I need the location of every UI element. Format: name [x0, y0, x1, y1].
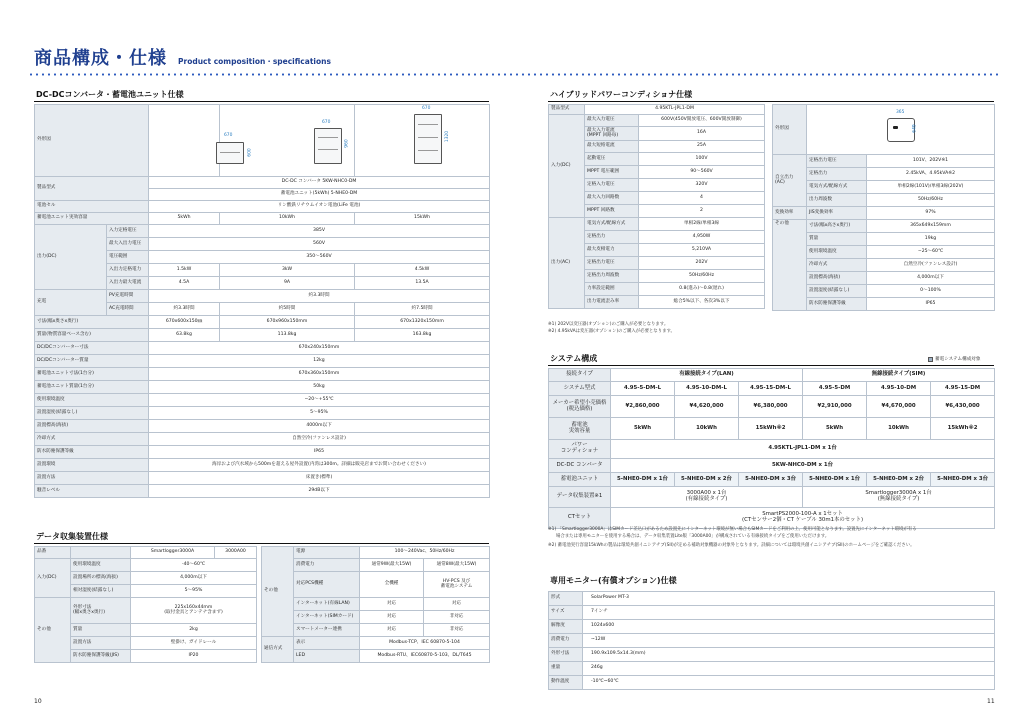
cell: 670x1320x150mm	[355, 316, 490, 329]
datalogger-spec-left	[34, 546, 257, 663]
row-label: CTセット	[549, 508, 611, 529]
cell: 約3.3時間	[149, 303, 220, 316]
row-label: 充電	[35, 290, 107, 316]
cell: 365x649x159mm	[867, 220, 995, 233]
cell: 50Hz/60Hz	[639, 270, 765, 283]
row-sublabel: 設置湿度(結露なし)	[807, 285, 867, 298]
row-sublabel: 最大入力電流 (MPPT 回路毎)	[585, 127, 639, 141]
cell: 非対応	[424, 624, 490, 637]
page-title: 商品構成・仕様	[34, 48, 167, 69]
cell: 5kWh	[149, 213, 220, 225]
section-heading-datalogger: データ収集装置仕様	[34, 531, 489, 544]
cell: 3kW	[220, 264, 355, 277]
cell: 自然空冷(ファンレス設計)	[867, 259, 995, 272]
cell: IP65	[867, 298, 995, 311]
row-label: 動作温度	[549, 676, 583, 690]
row-label: 蓄電池ユニット寸法(1台分)	[35, 368, 149, 381]
cell: 5kWh	[611, 418, 675, 440]
page-number-right: 11	[987, 698, 995, 705]
cell: 4.95-10-DM-L	[675, 382, 739, 396]
row-label: システム型式	[549, 382, 611, 396]
cell: ~12W	[583, 634, 995, 648]
row-sublabel: 電圧範囲	[107, 251, 149, 264]
row-label: 蓄電池ユニット	[549, 473, 611, 487]
section-heading-system: システム構成	[548, 353, 994, 366]
row-sublabel: 定格出力	[807, 168, 867, 181]
cell: 25A	[639, 141, 765, 153]
row-sublabel: 最大皮相電力	[585, 244, 639, 257]
cell: 13.5A	[355, 277, 490, 290]
cell: 90～560V	[639, 166, 765, 179]
cell: 単相2線/単相3線	[639, 218, 765, 231]
cell: 対応	[360, 611, 424, 624]
row-sublabel: AC充電時間	[107, 303, 149, 316]
row-sublabel: 冷却方式	[807, 259, 867, 272]
row-label: 接続タイプ	[549, 369, 611, 382]
cell: 5-NHE0-DM x 2台	[675, 473, 739, 487]
cell: 5kWh	[803, 418, 867, 440]
row-sublabel: 使用環境温度	[807, 246, 867, 259]
battery-drawing-15kwh	[414, 114, 442, 164]
cell: 3000A00	[215, 547, 257, 559]
battery-drawing-5kwh	[216, 142, 244, 164]
dim-height-2: 960	[344, 139, 350, 148]
row-sublabel: 電気方式/配線方式	[585, 218, 639, 231]
row-sublabel: 入力定格電圧	[107, 225, 149, 238]
legend	[928, 356, 980, 362]
battery-drawing-10kwh	[314, 128, 342, 164]
system-config-table	[548, 368, 995, 529]
system-note-1b: 場合または専用モニターを使用する場合は、データ収集装置Lite版「3000A00」が構成されている有線接続タイプをご使用いただけます。	[556, 534, 830, 539]
row-label: 外形図	[35, 105, 149, 177]
row-label: DC-DC コンバータ	[549, 459, 611, 473]
row-sublabel: 電気方式/配線方式	[807, 181, 867, 194]
row-label: 蓄電池ユニット質量(1台分)	[35, 381, 149, 394]
cell: 100V	[639, 153, 765, 166]
legend-swatch	[928, 357, 933, 362]
row-sublabel: 対応PCS機種	[294, 572, 360, 598]
row-sublabel: 設置場所の標高(海抜)	[71, 572, 131, 585]
cell: 5～95%	[131, 585, 257, 598]
cell: 202V	[639, 257, 765, 270]
row-label: 通信方式	[262, 637, 294, 663]
cell: 4,000m以下	[131, 572, 257, 585]
cell: 670x360x150mm	[149, 368, 490, 381]
row-sublabel: MPPT 電圧範囲	[585, 166, 639, 179]
row-label: 設置湿度(結露なし)	[35, 407, 149, 420]
cell: Modbus-RTU、IEC60870-5-103、DL/T645	[360, 650, 490, 663]
cell: 4	[639, 192, 765, 205]
cell: 5,210VA	[639, 244, 765, 257]
row-sublabel: 出力電流歪み率	[585, 296, 639, 309]
row-sublabel: 設置方法	[71, 637, 131, 650]
cell: 3000A00 x 1台 (有線接続タイプ)	[611, 487, 803, 508]
cell: DC-DC コンバータ 5KW-NHC0-DM	[149, 177, 490, 189]
legend-label: 蓄電システム構成対象	[935, 357, 981, 362]
cell: 10kWh	[675, 418, 739, 440]
cell: ¥6,380,000	[739, 396, 803, 418]
cell: 非対応	[424, 611, 490, 624]
row-sublabel: LED	[294, 650, 360, 663]
row-label: 形式	[549, 592, 583, 606]
cell: 16A	[639, 127, 765, 141]
row-label: 外形寸法	[549, 648, 583, 662]
cell: 壁掛け、ガイドレール	[131, 637, 257, 650]
row-sublabel: 防水防塵保護等級	[807, 298, 867, 311]
pcs-drawing	[887, 118, 915, 142]
cell: 4,950W	[639, 231, 765, 244]
row-sublabel: 定格出力電圧	[585, 257, 639, 270]
row-label: 入力(DC)	[35, 559, 71, 598]
cell: 19kg	[867, 233, 995, 246]
row-label: 品番	[35, 547, 71, 559]
row-label: 設置標高(海抜)	[35, 420, 149, 433]
cell: IP65	[149, 446, 490, 459]
cell: -10℃~60℃	[583, 676, 995, 690]
row-label: 質量(物質容量ベース含む)	[35, 329, 149, 342]
row-label: 入力(DC)	[549, 115, 585, 218]
row-sublabel: PV充電時間	[107, 290, 149, 303]
row-sublabel: 防水防塵保護等級(JIS)	[71, 650, 131, 663]
cell: 5-NHE0-DM x 1台	[611, 473, 675, 487]
cell: ¥4,670,000	[867, 396, 931, 418]
cell: 4000m以下	[149, 420, 490, 433]
row-sublabel: 設置標高(海抜)	[807, 272, 867, 285]
cell: 50kg	[149, 381, 490, 394]
cell: 97%	[867, 207, 995, 220]
cell: 総合5%以下、各次3%以下	[639, 296, 765, 309]
row-sublabel: 最大入出力電圧	[107, 238, 149, 251]
cell: 4.95-15-DM	[931, 382, 995, 396]
cell: 4.5kW	[355, 264, 490, 277]
dim-height-1: 600	[247, 148, 253, 157]
row-label: その他	[773, 220, 807, 311]
cell: 15kWh※2	[739, 418, 803, 440]
cell: ¥2,860,000	[611, 396, 675, 418]
cell: 63.8kg	[149, 329, 220, 342]
cell: 15kWh※2	[931, 418, 995, 440]
row-label: 消費電力	[549, 634, 583, 648]
dim-width-1: 670	[224, 133, 233, 138]
row-label: 出力(DC)	[35, 225, 107, 290]
cell: 5-NHE0-DM x 3台	[931, 473, 995, 487]
row-label: 出力(AC)	[549, 218, 585, 309]
row-sublabel: 最大入力電圧	[585, 115, 639, 127]
page-number-left: 10	[34, 698, 42, 705]
cell: Modbus-TCP、IEC 60870-5-104	[360, 637, 490, 650]
cell: 246g	[583, 662, 995, 676]
row-label: DC/DCコンバーター質量	[35, 355, 149, 368]
cell: 670x240x150mm	[149, 342, 490, 355]
cell: 自然空冷(ファンレス設計)	[149, 433, 490, 446]
cell: 単相2線(101V)/単相3線(202V)	[867, 181, 995, 194]
row-label: 蓄電池 実効容量	[549, 418, 611, 440]
row-label: 電池セル	[35, 201, 149, 213]
cell: 320V	[639, 179, 765, 192]
row-label: サイズ	[549, 606, 583, 620]
cell: ¥4,620,000	[675, 396, 739, 418]
dotted-divider	[28, 73, 1000, 76]
cell: SolarPower MT-3	[583, 592, 995, 606]
cell: 1024x600	[583, 620, 995, 634]
cell: 対応	[424, 598, 490, 611]
cell: 15kWh	[355, 213, 490, 225]
cell: 0.8(進み)～0.8(遅れ)	[639, 283, 765, 296]
row-label: 重量	[549, 662, 583, 676]
row-label: 変換効率	[773, 207, 807, 220]
cell: Smartlogger3000A	[131, 547, 215, 559]
cell: 通常8W(最大15W)	[424, 559, 490, 572]
row-sublabel: 力率設定範囲	[585, 283, 639, 296]
cell: 29dB以下	[149, 485, 490, 498]
row-label: 自立出力 (AC)	[773, 155, 807, 207]
row-sublabel: 起動電圧	[585, 153, 639, 166]
dim-width-2: 670	[322, 120, 331, 125]
system-note-2: ※2) 蓄電池実行容量15kWhの製品は環境共創イニシアチブ(SII)が定める補助対象機器の対象外となります。詳細については環境共創イニシアチブ(SII)のホームページをご確認ください。	[548, 543, 915, 548]
cell: 9A	[220, 277, 355, 290]
row-sublabel: 入出力最大電流	[107, 277, 149, 290]
row-label: 冷却方式	[35, 433, 149, 446]
row-label: データ収集装置※1	[549, 487, 611, 508]
cell: 100～240Vac、50Hz/60Hz	[360, 547, 490, 559]
row-label: メーカー希望小売価格 (税込価格)	[549, 396, 611, 418]
monitor-spec-table	[548, 591, 995, 690]
cell: 4.5A	[149, 277, 220, 290]
cell: 101V、202V※1	[867, 155, 995, 168]
system-note-1: ※1) 「Smartlogger3000A」はSIMカード差込口があるため設置先にインターネット環境が無い場合もSIMカードをご利用の上、使用可能となります。設置先にインターネット環境が有る	[548, 527, 917, 532]
row-sublabel: 定格出力周波数	[585, 270, 639, 283]
row-sublabel: 最大短絡電流	[585, 141, 639, 153]
cell: 5-NHE0-DM x 2台	[867, 473, 931, 487]
cell: 約5時間	[220, 303, 355, 316]
dim-height-3: 1320	[445, 130, 451, 143]
row-sublabel: 定格出力	[585, 231, 639, 244]
cell: HV-PCS 及び 蓄電池システム	[424, 572, 490, 598]
row-label: 製品型式	[35, 177, 149, 201]
cell: 7インチ	[583, 606, 995, 620]
cell: −25～60℃	[867, 246, 995, 259]
row-sublabel: 定格出力電圧	[807, 155, 867, 168]
row-label: 寸法(幅x奥さx奥行)	[35, 316, 149, 329]
cell: 50Hz/60Hz	[867, 194, 995, 207]
cell: 12kg	[149, 355, 490, 368]
cell: 5-NHE0-DM x 1台	[803, 473, 867, 487]
cell: 0～100%	[867, 285, 995, 298]
row-label: 製品型式	[549, 105, 585, 115]
cell: 5KW-NHC0-DM x 1台	[611, 459, 995, 473]
cell: 対応	[360, 624, 424, 637]
pcs-dim-width: 365	[896, 110, 905, 115]
cell: 有線接続タイプ(LAN)	[611, 369, 803, 382]
cell: 通常9W(最大15W)	[360, 559, 424, 572]
pcs-spec-left	[548, 104, 765, 309]
cell: 全機種	[360, 572, 424, 598]
cell: 4.95-5-DM-L	[611, 382, 675, 396]
row-label: 解像度	[549, 620, 583, 634]
cell: 113.8kg	[220, 329, 355, 342]
cell: 2	[639, 205, 765, 218]
row-sublabel: JIS変換効率	[807, 207, 867, 220]
cell: 対応	[360, 598, 424, 611]
datalogger-spec-right	[261, 546, 490, 663]
cell: ¥6,430,000	[931, 396, 995, 418]
row-sublabel: スマートメーター連携	[294, 624, 360, 637]
row-label: 防水防塵保護等級	[35, 446, 149, 459]
row-sublabel: 電源	[294, 547, 360, 559]
cell: 10kWh	[220, 213, 355, 225]
cell: −20～+55℃	[149, 394, 490, 407]
pcs-note-2: ※2) 4.95kVAは変圧器(オプション)のご購入が必要となります。	[548, 329, 675, 334]
row-sublabel: インターネット(有線LAN)	[294, 598, 360, 611]
cell: 385V	[149, 225, 490, 238]
pcs-spec-right	[772, 104, 995, 311]
row-sublabel: 最大入力回路数	[585, 192, 639, 205]
row-label: DC/DCコンバーター寸法	[35, 342, 149, 355]
cell: 4.95-5-DM	[803, 382, 867, 396]
row-label: パワー コンディショナ	[549, 440, 611, 459]
cell: 床置き(標準)	[149, 472, 490, 485]
pcs-note-1: ※1) 202V以変圧器(オプション)のご購入が必要となります。	[548, 322, 669, 327]
page-title-en: Product composition・specifications	[178, 57, 331, 66]
row-sublabel: 定格入力電圧	[585, 179, 639, 192]
cell: 1.5kW	[149, 264, 220, 277]
cell: リン酸鉄リチウムイオン電池(LiFe 電池)	[149, 201, 490, 213]
row-label: 蓄電池ユニット実効容量	[35, 213, 149, 225]
cell: 4.95-10-DM	[867, 382, 931, 396]
row-sublabel: 外形寸法 (幅x奥さx奥行)	[71, 598, 131, 624]
row-label: 外形図	[773, 105, 807, 155]
cell: 5～95%	[149, 407, 490, 420]
cell: SmartPS2000-100-A x 1セット (CTセンサー2個・CT ケーブル 30m1本のセット)	[611, 508, 995, 529]
row-sublabel: 質量	[807, 233, 867, 246]
cell: ¥2,910,000	[803, 396, 867, 418]
cell: 海岸および汽水域から500mを超える屋外設置(内湾は300m。詳細は販売店までお問い合わせください)	[149, 459, 490, 472]
row-label: 使用環境温度	[35, 394, 149, 407]
cell: Smartlogger3000A x 1台 (無線接続タイプ)	[803, 487, 995, 508]
row-sublabel: 相対湿度(結露なし)	[71, 585, 131, 598]
row-label: 設置方法	[35, 472, 149, 485]
row-sublabel: 入出力定格電力	[107, 264, 149, 277]
cell: 蓄電池ユニット(5kWh) 5-NHE0-DM	[149, 189, 490, 201]
cell: 4,000m以下	[867, 272, 995, 285]
row-label: 設置環境	[35, 459, 149, 472]
cell: 2.45kVA、4.95kVA※2	[867, 168, 995, 181]
cell: 560V	[149, 238, 490, 251]
row-sublabel: インターネット(SIMカード)	[294, 611, 360, 624]
cell: 2kg	[131, 624, 257, 637]
cell: 4.95KTL-JPL1-DM	[585, 105, 765, 115]
row-sublabel: 寸法(幅x高さx奥行)	[807, 220, 867, 233]
section-heading-pcs: ハイブリッドパワーコンディショナ仕様	[548, 89, 994, 102]
cell: 225x160x44mm (取付金具とアンテナ含まず)	[131, 598, 257, 624]
cell: 5-NHE0-DM x 3台	[739, 473, 803, 487]
row-sublabel: 出力周波数	[807, 194, 867, 207]
section-heading-monitor: 専用モニター(有償オプション)仕様	[550, 576, 677, 585]
cell: 無線接続タイプ(SIM)	[803, 369, 995, 382]
cell: 600V(450V開放電圧、600V開放制御)	[639, 115, 765, 127]
cell: 約3.3時間	[149, 290, 490, 303]
cell: 190.9x109.5x14.3(mm)	[583, 648, 995, 662]
cell: -40～60℃	[131, 559, 257, 572]
row-sublabel: MPPT 回路数	[585, 205, 639, 218]
cell: IP20	[131, 650, 257, 663]
cell: 4.95-15-DM-L	[739, 382, 803, 396]
row-sublabel: 質量	[71, 624, 131, 637]
cell: 約7.5時間	[355, 303, 490, 316]
cell: 10kWh	[867, 418, 931, 440]
row-sublabel: 消費電力	[294, 559, 360, 572]
cell: 163.8kg	[355, 329, 490, 342]
pcs-dim-height: 649	[912, 124, 918, 133]
row-sublabel: 表示	[294, 637, 360, 650]
row-label: その他	[262, 547, 294, 637]
section-heading-dcdc: DC-DCコンバータ・蓄電池ユニット仕様	[34, 89, 489, 102]
cell: 670x600x150㎜	[149, 316, 220, 329]
cell: 350～560V	[149, 251, 490, 264]
row-label: その他	[35, 598, 71, 663]
row-sublabel: 使用環境温度	[71, 559, 131, 572]
dim-width-3: 670	[422, 106, 431, 111]
cell: 4.95KTL-JPL1-DM x 1台	[611, 440, 995, 459]
row-label: 騒音レベル	[35, 485, 149, 498]
cell: 670x960x150mm	[220, 316, 355, 329]
